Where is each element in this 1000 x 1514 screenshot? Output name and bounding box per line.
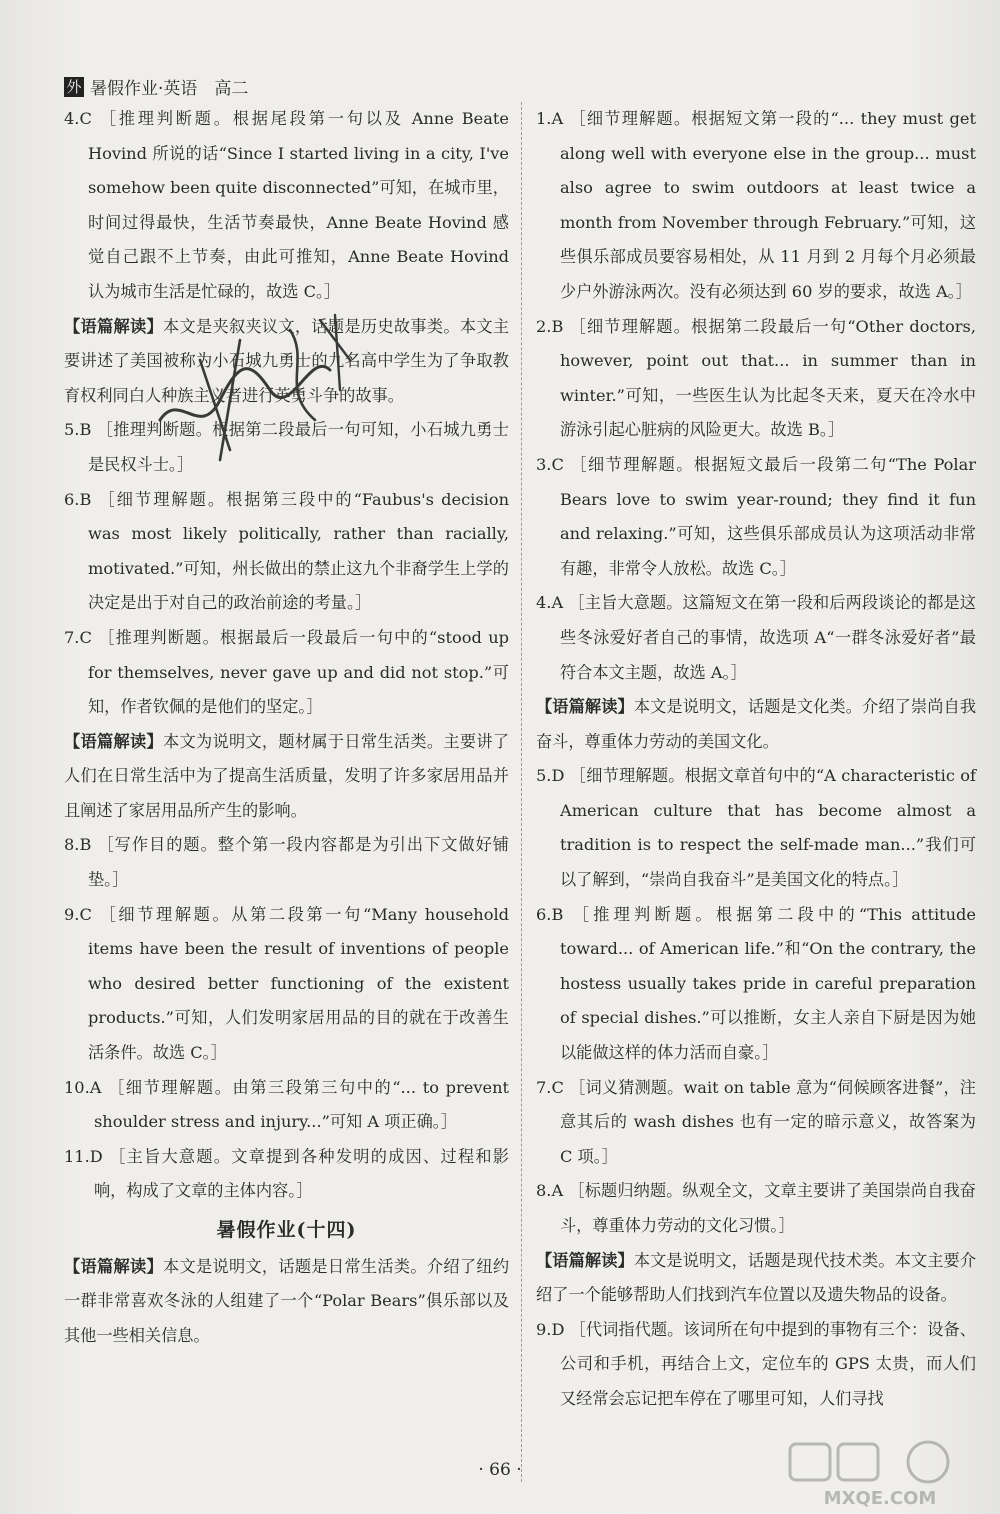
passage-note <box>536 690 976 759</box>
answer-item-r5: 5.D ［细节理解题。根据文章首句中的“A characteristic of American culture that has become almost a tradition is to respect the self-made man...”我们可以了解到，“崇尚自我奋斗”是美国文化的特点。］ <box>536 766 976 890</box>
passage-note-text: 本文是说明文，话题是文化类。介绍了崇尚自我奋斗，尊重体力劳动的美国文化。 <box>536 697 977 751</box>
passage-note <box>64 725 509 829</box>
answer-item-4: 4.C ［推理判断题。根据尾段第一句以及 Anne Beate Hovind 所说的话“Since I started living in a city, I've somehow been quite disconnected”可知，在城市里，时间过得最快，生活节奏最快，Anne Beate Hovind 感觉自己跟不上节奏，由此可推知，Anne Beate Hovind 认为城市生活是忙碌的，故选 C。］ <box>64 109 509 301</box>
handwritten-scribble <box>140 300 370 470</box>
header-badge: 外 <box>64 77 84 97</box>
answer-item-7: 7.C ［推理判断题。根据最后一段最后一句中的“stood up for themselves, never gave up and did not stop.”可知，作者钦佩的是他们的坚定。］ <box>64 627 509 717</box>
watermark-text: MXQE.COM <box>823 1488 937 1509</box>
answer-item-r1: 1.A ［细节理解题。根据短文第一段的“... they must get along well with everyone else in the group... must also agree to swim outdoors at least twice a month from November through February.”可知，这些俱乐部成员要容易相处，从 11 月到 2 月每个月必须最少户外游泳两次。没有必须达到 60 岁的要求，故选 A。］ <box>536 109 976 301</box>
passage-note-tag: 【语篇解读】 <box>64 731 163 751</box>
answer-item-10: 10.A ［细节理解题。由第三段第三句中的“... to prevent shoulder stress and injury...”可知 A 项正确。］ <box>64 1077 509 1132</box>
answer-item-r3: 3.C ［细节理解题。根据短文最后一段第二句“The Polar Bears love to swim year-round; they find it fun and relaxing.”可知，这些俱乐部成员认为这项活动非常有趣，非常令人放松。故选 C。］ <box>536 454 976 578</box>
passage-note <box>64 1250 509 1354</box>
page-number: · 66 · <box>478 1460 522 1480</box>
answer-item-r4: 4.A ［主旨大意题。这篇短文在第一段和后两段谈论的都是这些冬泳爱好者自己的事情，故选项 A“一群冬泳爱好者”最符合本文主题，故选 A。］ <box>536 593 976 682</box>
header-title: 暑假作业·英语 高二 <box>90 79 249 99</box>
answer-item-6: 6.B ［细节理解题。根据第三段中的“Faubus's decision was most likely politically, rather than racially, motivated.”可知，州长做出的禁止这九个非裔学生上学的决定是出于对自己的政治前途的考量。］ <box>64 489 509 613</box>
answer-item-r9: 9.D ［代词指代题。该词所在句中提到的事物有三个：设备、公司和手机，再结合上文，定位车的 GPS 太贵，而人们又经常会忘记把车停在了哪里可知，人们寻找 <box>536 1319 976 1408</box>
column-divider <box>521 102 522 1482</box>
answer-item-5: 5.B ［推理判断题。根据第二段最后一句可知，小石城九勇士是民权斗士。］ <box>64 420 509 474</box>
passage-note-tag: 【语篇解读】 <box>64 316 163 336</box>
answer-item-r6: 6.B ［推理判断题。根据第二段中的“This attitude toward... of American life.”和“On the contrary, the hostess usually takes pride in careful preparation of special dishes.”可以推断，女主人亲自下厨是因为她以能做这样的体力活而自豪。］ <box>536 904 976 1063</box>
answer-item-r7: 7.C ［词义猜测题。wait on table 意为“伺候顾客进餐”，注意其后的 wash dishes 也有一定的暗示意义，故答案为 C 项。］ <box>536 1077 976 1166</box>
passage-note-tag: 【语篇解读】 <box>64 1256 163 1276</box>
passage-note <box>536 1244 976 1313</box>
answer-item-r8: 8.A ［标题归纳题。纵观全文，文章主要讲了美国崇尚自我奋斗，尊重体力劳动的文化习惯。］ <box>536 1181 976 1235</box>
passage-note-text: 本文是说明文，话题是现代技术类。本文主要介绍了一个能够帮助人们找到汽车位置以及遗失物品的设备。 <box>536 1250 977 1305</box>
answer-item-r2: 2.B ［细节理解题。根据第二段最后一句“Other doctors, however, point out that... in summer than in winter.”可知，一些医生认为比起冬天来，夏天在冷水中游泳引起心脏病的风险更大。故选 B。］ <box>536 316 976 440</box>
right-column <box>536 102 976 1417</box>
answer-item-9: 9.C ［细节理解题。从第二段第一句“Many household items have been the result of inventions of people who desired better functioning of the existent products.”可知，人们发明家居用品的目的就在于改善生活条件。故选 C。］ <box>64 904 509 1063</box>
passage-note-text: 本文为说明文，题材属于日常生活类。主要讲了人们在日常生活中为了提高生活质量，发明了许多家居用品并且阐述了家居用品所产生的影响。 <box>64 731 510 820</box>
section-title: 暑假作业(十四) <box>216 1219 357 1241</box>
answer-item-8: 8.B ［写作目的题。整个第一段内容都是为引出下文做好铺垫。］ <box>64 835 509 890</box>
answer-item-11: 11.D ［主旨大意题。文章提到各种发明的成因、过程和影响，构成了文章的主体内容。］ <box>64 1146 509 1201</box>
passage-note-tag: 【语篇解读】 <box>536 1250 634 1270</box>
running-header <box>64 74 248 99</box>
site-watermark-logo <box>780 1440 980 1510</box>
passage-note-tag: 【语篇解读】 <box>536 697 634 717</box>
passage-note-text: 本文是夹叙夹议文，话题是历史故事类。本文主要讲述了美国被称为小石城九勇士的九名高中学生为了争取教育权利同白人种族主义者进行英勇斗争的故事。 <box>64 316 510 405</box>
passage-note-text: 本文是说明文，话题是日常生活类。介绍了纽约一群非常喜欢冬泳的人组建了一个“Polar Bears”俱乐部以及其他一些相关信息。 <box>64 1256 510 1345</box>
left-column <box>64 102 509 1353</box>
